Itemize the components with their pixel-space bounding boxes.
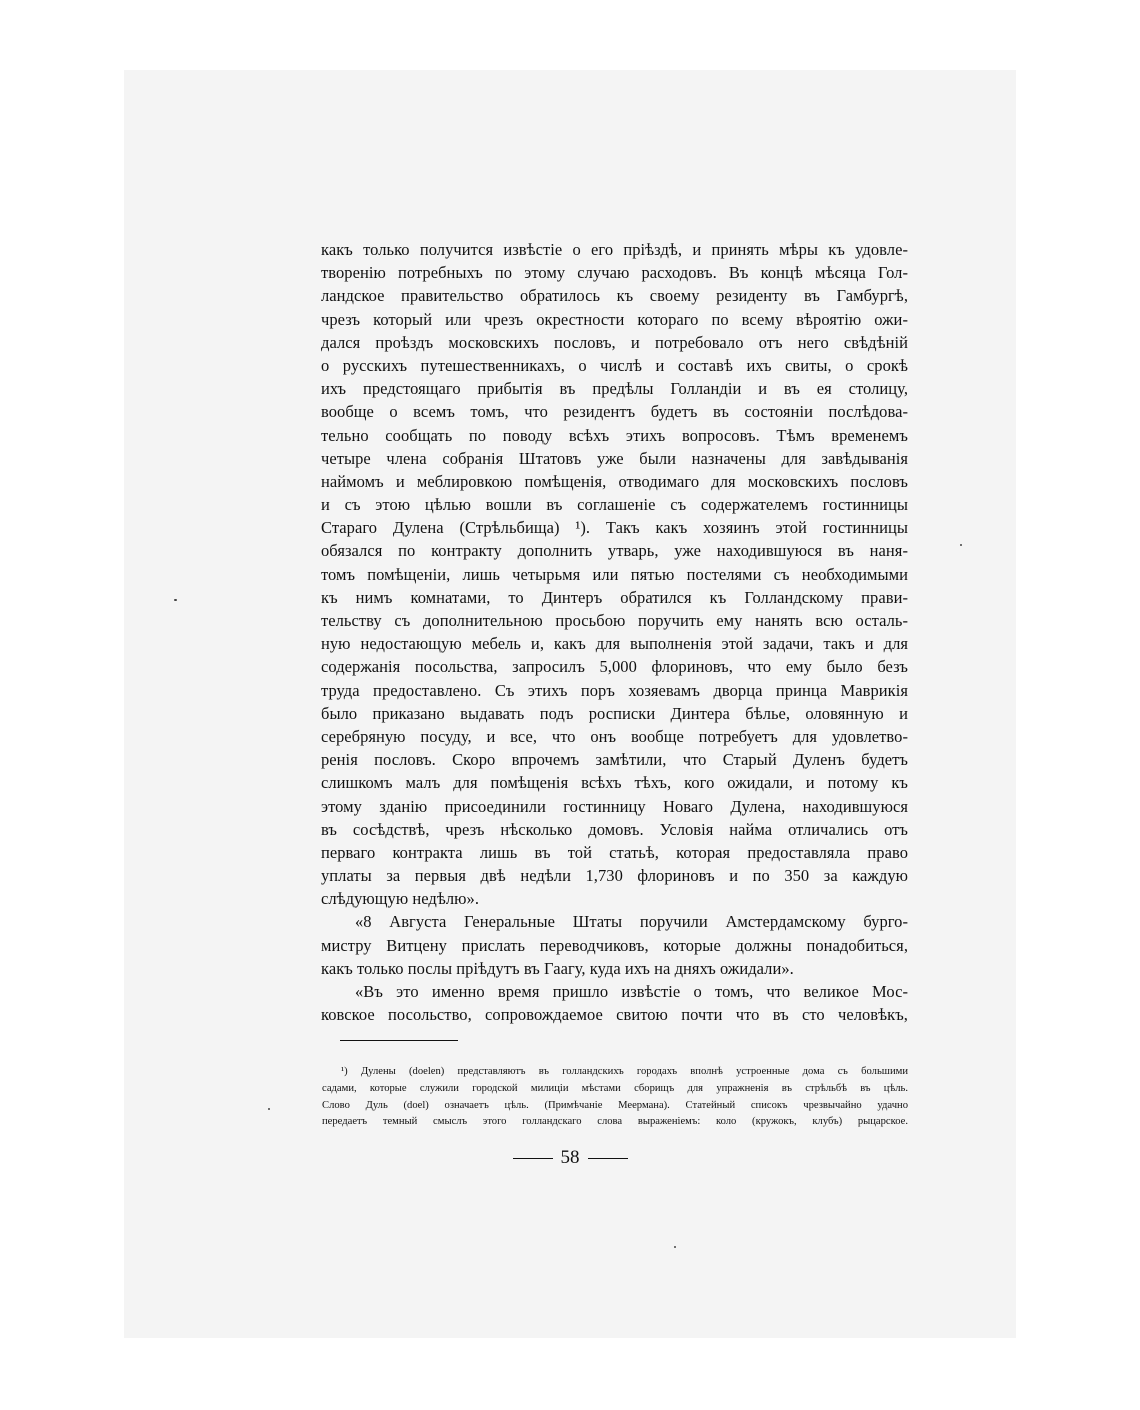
text-line: мистру Витцену прислать переводчиковъ, которые должны понадобиться,: [321, 935, 908, 955]
right-dash: [588, 1158, 628, 1159]
page-number: 58: [560, 1147, 580, 1168]
text-line: какъ только послы пріѣдутъ въ Гаагу, куда ихъ на дняхъ ожидали».: [321, 958, 794, 978]
text-line: ренія пословъ. Скоро впрочемъ замѣтили, что Старый Дуленъ будетъ: [321, 750, 908, 770]
text-line: наймомъ и меблировкою помѣщенія, отводимаго для московскихъ пословъ: [321, 471, 908, 491]
text-line: «Въ это именно время пришло извѣстіе о томъ, что великое Мос-: [355, 982, 908, 1001]
text-line: дался проѣздъ московскихъ пословъ, и потребовало отъ него свѣдѣній: [321, 332, 908, 352]
scan-speck: [674, 1246, 676, 1248]
footnote: [322, 1064, 908, 1131]
text-line: этому зданію присоединили гостинницу Новаго Дулена, находившуюся: [321, 796, 908, 816]
footnote-line: передаетъ темный смыслъ этого голландскаго слова выраженіемъ: коло (кружокъ, клубъ) рыцарское.: [322, 1116, 908, 1128]
text-line: вообще о всемъ томъ, что резидентъ будетъ въ состояніи послѣдова-: [321, 402, 908, 422]
text-line: ную недостающую мебель и, какъ для выполненія этой задачи, такъ и для: [321, 634, 908, 654]
text-line: серебряную посуду, и все, что онъ вообще потребуетъ для удовлетво-: [321, 726, 908, 746]
text-line: чрезъ который или чрезъ окрестности котораго по всему вѣроятію ожи-: [321, 309, 908, 329]
text-line: перваго контракта лишь въ той статьѣ, которая предоставляла право: [321, 842, 908, 862]
scan-speck: [268, 1108, 270, 1110]
text-line: ковское посольство, сопровождаемое свитою почти что въ сто человѣкъ,: [321, 1005, 908, 1025]
text-line: тельно сообщать по поводу всѣхъ этихъ вопросовъ. Тѣмъ временемъ: [321, 425, 908, 445]
page-number-row: [0, 1147, 1140, 1169]
text-line: ихъ предстоящаго прибытія въ предѣлы Голландіи и въ ея столицу,: [321, 379, 908, 399]
scan-speck: [960, 544, 962, 546]
text-line: какъ только получится извѣстіе о его пріѣздѣ, и принять мѣры къ удовле-: [321, 240, 908, 259]
text-line: ландское правительство обратилось къ своему резиденту въ Гамбургѣ,: [321, 286, 908, 306]
text-line: въ сосѣдствѣ, чрезъ нѣсколько домовъ. Условія найма отличались отъ: [321, 819, 908, 839]
text-line: обязался по контракту дополнить утварь, уже находившуюся въ нaня-: [321, 541, 908, 561]
scan-speck: [174, 599, 177, 601]
text-line: о русскихъ путешественникахъ, о числѣ и составѣ ихъ свиты, о срокѣ: [321, 355, 908, 375]
text-line: томъ помѣщеніи, лишь четырьмя или пятью постелями съ необходимыми: [321, 564, 908, 584]
text-line: содержанія посольства, запросилъ 5,000 флориновъ, что ему было безъ: [321, 657, 908, 677]
footnote-divider: [340, 1040, 458, 1041]
footnote-line: садами, которые служили городской милиціи мѣстами сборищъ для упражненія въ стрѣльбѣ въ цѣль.: [322, 1082, 908, 1094]
text-line: слишкомъ малъ для помѣщенія всѣхъ тѣхъ, кого ожидали, и потому къ: [321, 773, 908, 793]
text-line: слѣдующую недѣлю».: [321, 889, 480, 909]
text-line: было приказано выдавать подъ росписки Динтера бѣлье, оловянную и: [321, 703, 908, 723]
text-line: труда предоставлено. Съ этихъ поръ хозяевамъ дворца принца Маврикія: [321, 680, 908, 700]
text-line: «8 Августа Генеральные Штаты поручили Амстердамскому бурго-: [355, 912, 908, 932]
text-line: къ нимъ комнатами, то Динтеръ обратился къ Голландскому прави-: [321, 587, 908, 607]
footnote-line: ¹) Дулены (doelen) представляютъ въ голландскихъ городахъ вполнѣ устроенные дома съ большими: [341, 1066, 908, 1077]
text-line: тельству съ дополнительною просьбою поручить ему нанять всю осталь-: [321, 611, 908, 630]
main-text: [321, 238, 908, 1026]
left-dash: [513, 1158, 553, 1159]
text-line: творенію потребныхъ по этому случаю расходовъ. Въ концѣ мѣсяца Гол-: [321, 263, 908, 283]
text-line: Стараго Дулена (Стрѣльбища) ¹). Такъ какъ хозяинъ этой гостинницы: [321, 518, 908, 538]
footnote-line: Слово Дуль (doel) означаетъ цѣль. (Примѣчаніе Меермана). Статейный списокъ чрезвычайно удачно: [322, 1099, 908, 1111]
text-line: четыре члена собранія Штатовъ уже были назначены для завѣдыванія: [321, 448, 908, 468]
text-line: уплаты за первыя двѣ недѣли 1,730 флориновъ и по 350 за каждую: [321, 866, 908, 886]
text-line: и съ этою цѣлью вошли въ соглашеніе съ содержателемъ гостинницы: [321, 495, 908, 515]
